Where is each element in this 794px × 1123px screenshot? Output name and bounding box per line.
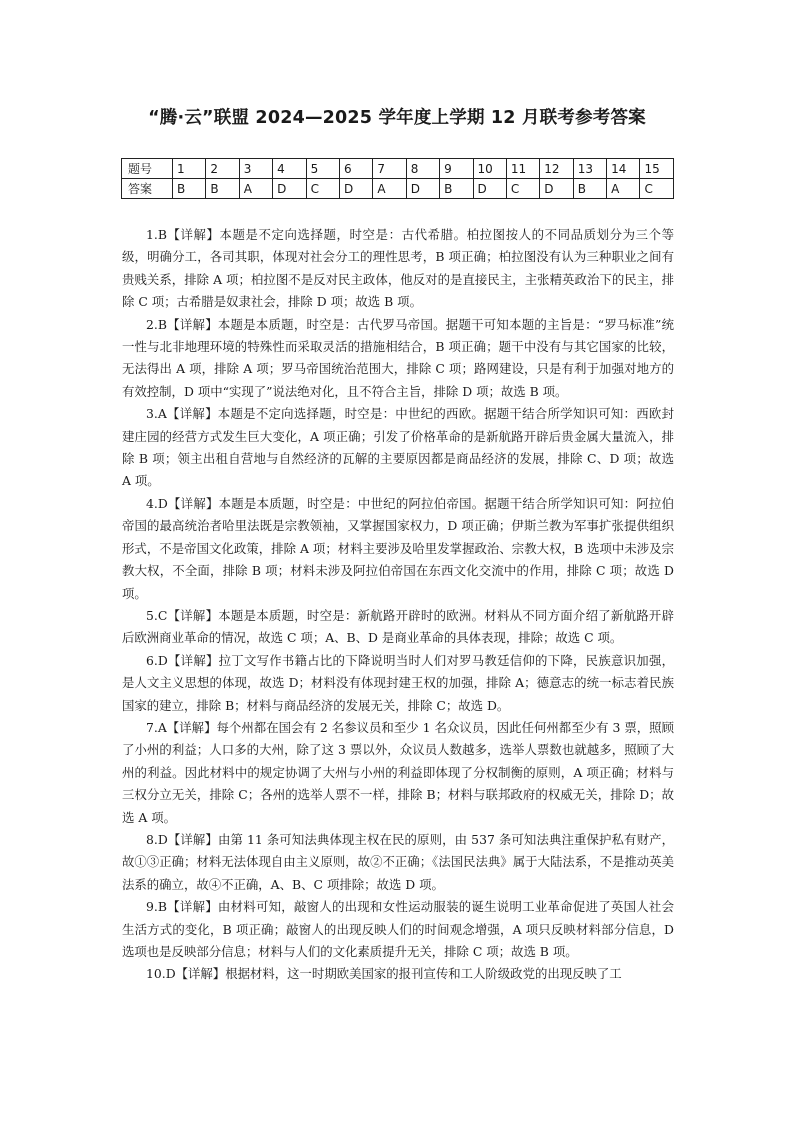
question-number-cell: 9 (440, 159, 473, 179)
question-number-row (122, 159, 674, 179)
answer-cell: A (607, 179, 640, 199)
question-number-cell: 2 (206, 159, 239, 179)
explanation-2: 2.B【详解】本题是本质题，时空是：古代罗马帝国。据题干可知本题的主旨是：“罗马标准”统一性与北非地理环境的特殊性而采取灵活的措施相结合，B 项正确；题干中没有与其它国家的比较，无法得出 A 项，排除 A 项；罗马帝国统治范围大，排除 C 项；路网建设，只是有利于加强对地方的有效控制，D 项中“实现了”说法绝对化，且不符合主旨，排除 D 项；故选 B 项。 (122, 316, 674, 399)
explanation-10: 10.D【详解】根据材料，这一时期欧美国家的报刊宣传和工人阶级政党的出现反映了工 (146, 966, 622, 982)
answer-cell: A (373, 179, 406, 199)
question-number-cell: 13 (573, 159, 606, 179)
explanation-5: 5.C【详解】本题是本质题，时空是：新航路开辟时的欧洲。材料从不同方面介绍了新航路开辟后欧洲商业革命的情况，故选 C 项；A、B、D 是商业革命的具体表现，排除；故选 C 项。 (122, 607, 674, 646)
answer-table (121, 158, 674, 199)
answer-cell: B (440, 179, 473, 199)
explanation-4: 4.D【详解】本题是本质题，时空是：中世纪的阿拉伯帝国。据题干结合所学知识可知：阿拉伯帝国的最高统治者哈里法既是宗教领袖，又掌握国家权力，D 项正确；伊斯兰教为军事扩张提供组织形式，不是帝国文化政策，排除 A 项；材料主要涉及哈里发掌握政治、宗教大权，B 选项中未涉及宗教大权，不全面，排除 B 项；材料未涉及阿拉伯帝国在东西文化交流中的作用，排除 C 项；故选 D 项。 (122, 495, 674, 601)
answer-cell: D (273, 179, 306, 199)
answer-label: 答案 (122, 179, 173, 199)
explanation-6: 6.D【详解】拉丁文写作书籍占比的下降说明当时人们对罗马教廷信仰的下降，民族意识加强，是人文主义思想的体现，故选 D；材料没有体现封建王权的加强，排除 A；德意志的统一标志着民族国家的建立，排除 B；材料与商品经济的发展无关，排除 C；故选 D。 (122, 652, 674, 713)
answer-cell: D (540, 179, 573, 199)
page-title: “腾·云”联盟 2024—2025 学年度上学期 12 月联考参考答案 (148, 108, 646, 128)
question-number-cell: 7 (373, 159, 406, 179)
question-number-label: 题号 (122, 159, 173, 179)
explanation-7: 7.A【详解】每个州都在国会有 2 名参议员和至少 1 名众议员，因此任何州都至少有 3 票，照顾了小州的利益；人口多的大州，除了这 3 票以外，众议员人数越多，选举人票数也就越多，照顾了大州的利益。因此材料中的规定协调了大州与小州的利益即体现了分权制衡的原则，A 项正确；材料与三权分立无关，排除 C；各州的选举人票不一样，排除 B；材料与联邦政府的权威无关，排除 D；故选 A 项。 (122, 719, 674, 825)
question-number-cell: 11 (506, 159, 539, 179)
question-number-cell: 10 (473, 159, 506, 179)
answer-cell: B (173, 179, 206, 199)
question-number-cell: 1 (173, 159, 206, 179)
question-number-cell: 12 (540, 159, 573, 179)
question-number-cell: 6 (339, 159, 372, 179)
answer-cell: D (473, 179, 506, 199)
answer-cell: B (206, 179, 239, 199)
explanation-3: 3.A【详解】本题是不定向选择题，时空是：中世纪的西欧。据题干结合所学知识可知：西欧封建庄园的经营方式发生巨大变化，A 项正确；引发了价格革命的是新航路开辟后贵金属大量流入，排除 B 项；领主出租自营地与自然经济的瓦解的主要原因都是商品经济的发展，排除 C、D 项；故选 A 项。 (122, 406, 674, 489)
answer-cell: C (306, 179, 339, 199)
answer-cell: C (640, 179, 674, 199)
explanation-8: 8.D【详解】由第 11 条可知法典体现主权在民的原则，由 537 条可知法典注重保护私有财产，故①③正确；材料无法体现自由主义原则，故②不正确；《法国民法典》属于大陆法系，不是推动英美法系的确立，故④不正确，A、B、C 项排除；故选 D 项。 (122, 831, 674, 892)
question-number-cell: 14 (607, 159, 640, 179)
explanations (122, 224, 674, 986)
explanation-9: 9.B【详解】由材料可知，敲窗人的出现和女性运动服装的诞生说明工业革命促进了英国人社会生活方式的变化，B 项正确；敲窗人的出现反映人们的时间观念增强，A 项只反映材料部分信息，D 选项也是反映部分信息；材料与人们的文化素质提升无关，排除 C 项；故选 B 项。 (122, 899, 674, 959)
question-number-cell: 8 (406, 159, 439, 179)
answer-cell: C (506, 179, 539, 199)
answer-row (122, 179, 674, 199)
explanation-1: 1.B【详解】本题是不定向选择题，时空是：古代希腊。柏拉图按人的不同品质划分为三个等级，明确分工，各司其职，体现对社会分工的理性思考，B 项正确；柏拉图没有认为三种职业之间有贵贱关系，排除 A 项；柏拉图不是反对民主政体，他反对的是直接民主，主张精英政治下的民主，排除 C 项；古希腊是奴隶社会，排除 D 项；故选 B 项。 (122, 227, 674, 310)
question-number-cell: 5 (306, 159, 339, 179)
answer-cell: D (406, 179, 439, 199)
answer-cell: B (573, 179, 606, 199)
question-number-cell: 4 (273, 159, 306, 179)
question-number-cell: 3 (239, 159, 272, 179)
answer-cell: D (339, 179, 372, 199)
question-number-cell: 15 (640, 159, 674, 179)
answer-cell: A (239, 179, 272, 199)
